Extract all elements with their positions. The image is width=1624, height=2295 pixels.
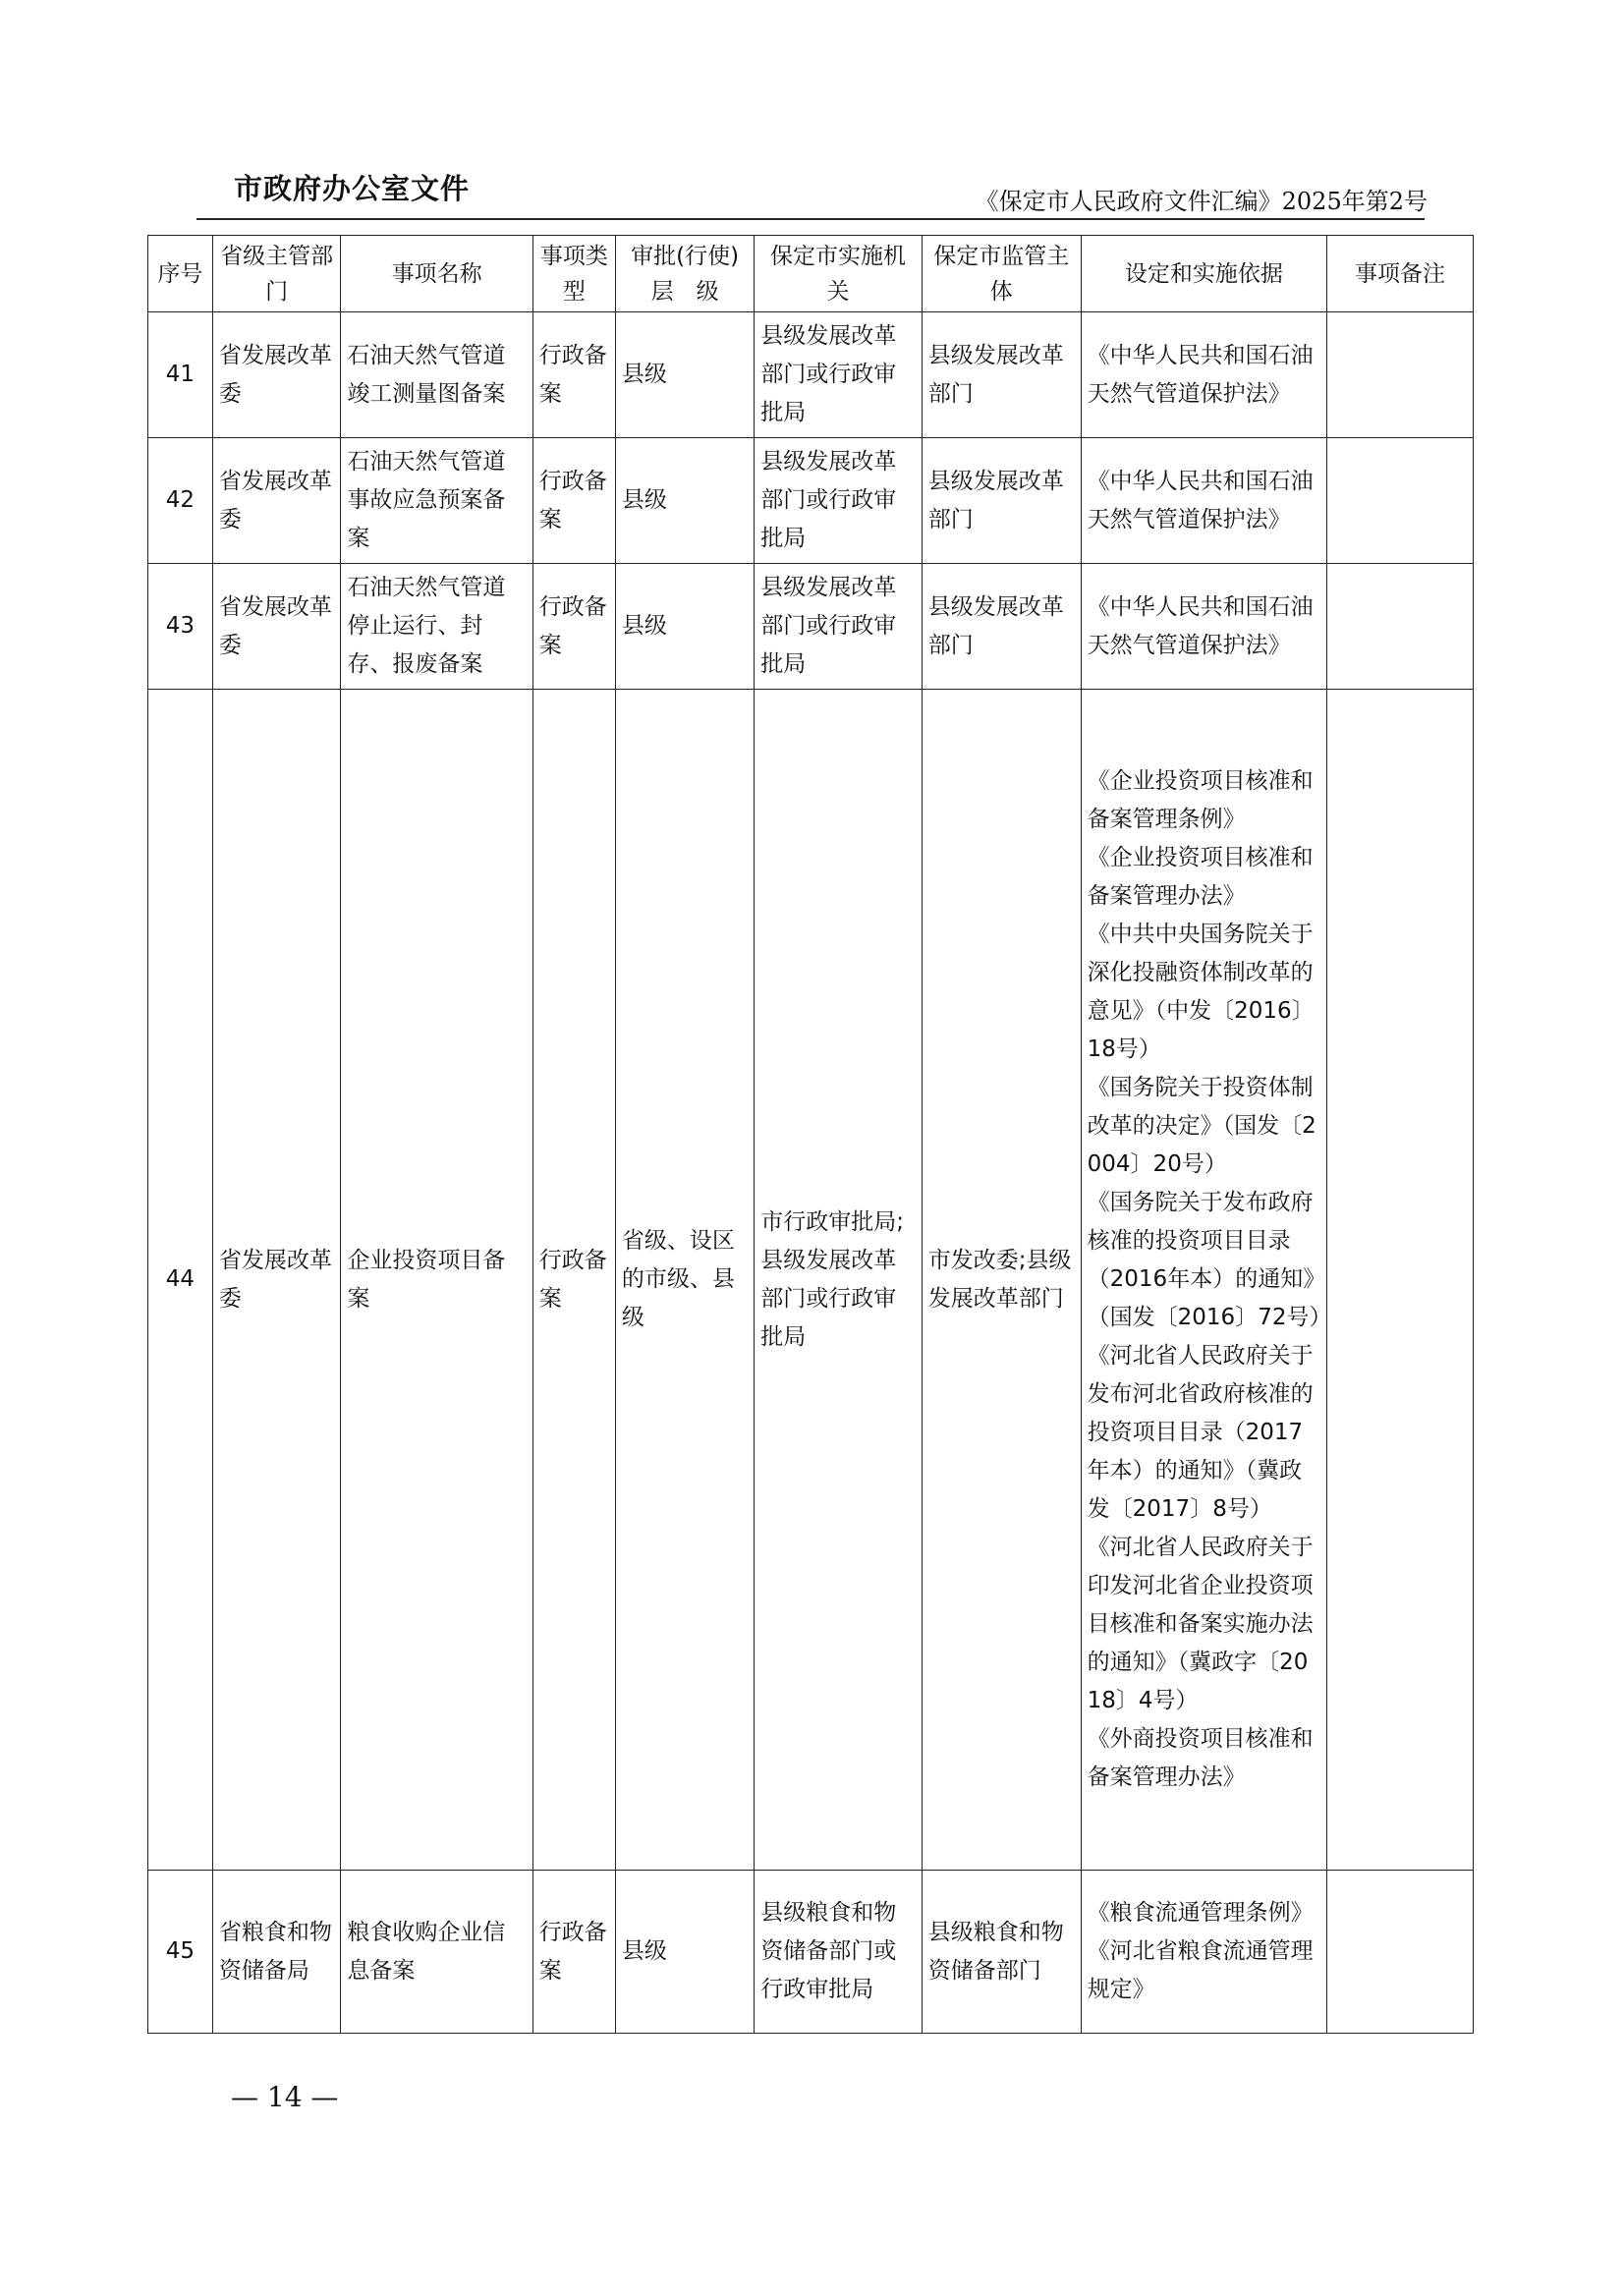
basis-line: 《外商投资项目核准和备案管理办法》	[1087, 1726, 1314, 1790]
table-row	[148, 564, 1474, 690]
cell-type: 行政备案	[532, 1871, 615, 2034]
table-row	[148, 438, 1474, 564]
cell-impl: 县级发展改革部门或行政审批局	[755, 312, 923, 438]
cell-remark	[1327, 564, 1474, 690]
basis-line: 《中华人民共和国石油天然气管道保护法》	[1087, 342, 1314, 407]
basis-line: 《河北省人民政府关于发布河北省政府核准的投资项目目录（2017年本）的通知》（冀政发〔2017〕8号）	[1087, 1343, 1314, 1522]
basis-line: 《中共中央国务院关于深化投融资体制改革的意见》（中发〔2016〕18号）	[1087, 922, 1315, 1062]
cell-basis	[1081, 438, 1326, 564]
header-divider	[196, 218, 1425, 220]
cell-name: 石油天然气管道停止运行、封存、报废备案	[341, 564, 532, 690]
basis-line: 《企业投资项目核准和备案管理办法》	[1087, 845, 1314, 909]
cell-impl: 县级发展改革部门或行政审批局	[755, 564, 923, 690]
cell-seq: 41	[148, 312, 213, 438]
basis-line: 《国务院关于发布政府核准的投资项目目录（2016年本）的通知》（国发〔2016〕72号）	[1087, 1190, 1332, 1330]
table-row	[148, 1871, 1474, 2034]
header-dept: 省级主管部 门	[212, 236, 341, 312]
cell-seq: 43	[148, 564, 213, 690]
basis-line: 《中华人民共和国石油天然气管道保护法》	[1087, 593, 1314, 658]
cell-dept: 省发展改革委	[212, 312, 341, 438]
cell-supervisor: 县级发展改革部门	[922, 564, 1081, 690]
header-seq: 序号	[148, 236, 213, 312]
basis-line: 《企业投资项目核准和备案管理条例》	[1087, 768, 1314, 832]
cell-basis	[1081, 690, 1332, 1871]
cell-level: 县级	[615, 438, 754, 564]
cell-name: 石油天然气管道竣工测量图备案	[341, 312, 532, 438]
header-remark: 事项备注	[1327, 236, 1474, 312]
header-supervisor: 保定市监管主体	[922, 236, 1081, 312]
cell-name: 石油天然气管道事故应急预案备案	[341, 438, 532, 564]
basis-line: 《河北省粮食流通管理规定》	[1087, 1938, 1314, 2002]
basis-line: 《河北省人民政府关于印发河北省企业投资项目核准和备案实施办法的通知》（冀政字〔2018〕4号）	[1087, 1535, 1314, 1713]
cell-level: 县级	[615, 1871, 754, 2034]
cell-impl: 市行政审批局;县级发展改革部门或行政审批局	[755, 690, 923, 1871]
cell-level: 县级	[615, 312, 754, 438]
cell-remark	[1327, 1871, 1474, 2034]
page-number: — 14 —	[231, 2081, 339, 2113]
cell-dept: 省发展改革委	[212, 564, 341, 690]
table-header-row	[148, 236, 1474, 312]
cell-name: 企业投资项目备案	[341, 690, 532, 1871]
table-row	[148, 690, 1474, 1871]
cell-basis	[1081, 564, 1326, 690]
cell-impl: 县级发展改革部门或行政审批局	[755, 438, 923, 564]
cell-seq: 44	[148, 690, 213, 1871]
cell-dept: 省粮食和物资储备局	[212, 1871, 341, 2034]
cell-dept: 省发展改革委	[212, 690, 341, 1871]
cell-type: 行政备案	[532, 438, 615, 564]
cell-seq: 42	[148, 438, 213, 564]
cell-supervisor: 市发改委;县级发展改革部门	[922, 690, 1081, 1871]
cell-remark	[1327, 690, 1474, 1871]
cell-type: 行政备案	[532, 312, 615, 438]
cell-remark	[1327, 438, 1474, 564]
cell-supervisor: 县级粮食和物资储备部门	[922, 1871, 1081, 2034]
cell-type: 行政备案	[532, 564, 615, 690]
header-impl: 保定市实施机关	[755, 236, 923, 312]
header-name: 事项名称	[341, 236, 532, 312]
header-right-title: 《保定市人民政府文件汇编》2025年第2号	[975, 188, 1428, 215]
cell-dept: 省发展改革委	[212, 438, 341, 564]
cell-level: 县级	[615, 564, 754, 690]
basis-line: 《国务院关于投资体制改革的决定》（国发〔2004〕20号）	[1087, 1075, 1316, 1177]
header-level: 审批(行使)层 级	[615, 236, 754, 312]
cell-name: 粮食收购企业信息备案	[341, 1871, 532, 2034]
cell-seq: 45	[148, 1871, 213, 2034]
header-type: 事项类型	[532, 236, 615, 312]
header-left-title: 市政府办公室文件	[234, 172, 471, 205]
cell-supervisor: 县级发展改革部门	[922, 312, 1081, 438]
basis-line: 《中华人民共和国石油天然气管道保护法》	[1087, 468, 1314, 532]
cell-impl: 县级粮食和物资储备部门或行政审批局	[755, 1871, 923, 2034]
cell-remark	[1327, 312, 1474, 438]
cell-basis	[1081, 1871, 1326, 2034]
header-basis: 设定和实施依据	[1081, 236, 1326, 312]
cell-level: 省级、设区的市级、县级	[615, 690, 754, 1871]
cell-supervisor: 县级发展改革部门	[922, 438, 1081, 564]
basis-line: 《粮食流通管理条例》	[1087, 1900, 1314, 1926]
items-table	[147, 235, 1474, 2034]
cell-type: 行政备案	[532, 690, 615, 1871]
table-row	[148, 312, 1474, 438]
cell-basis	[1081, 312, 1326, 438]
